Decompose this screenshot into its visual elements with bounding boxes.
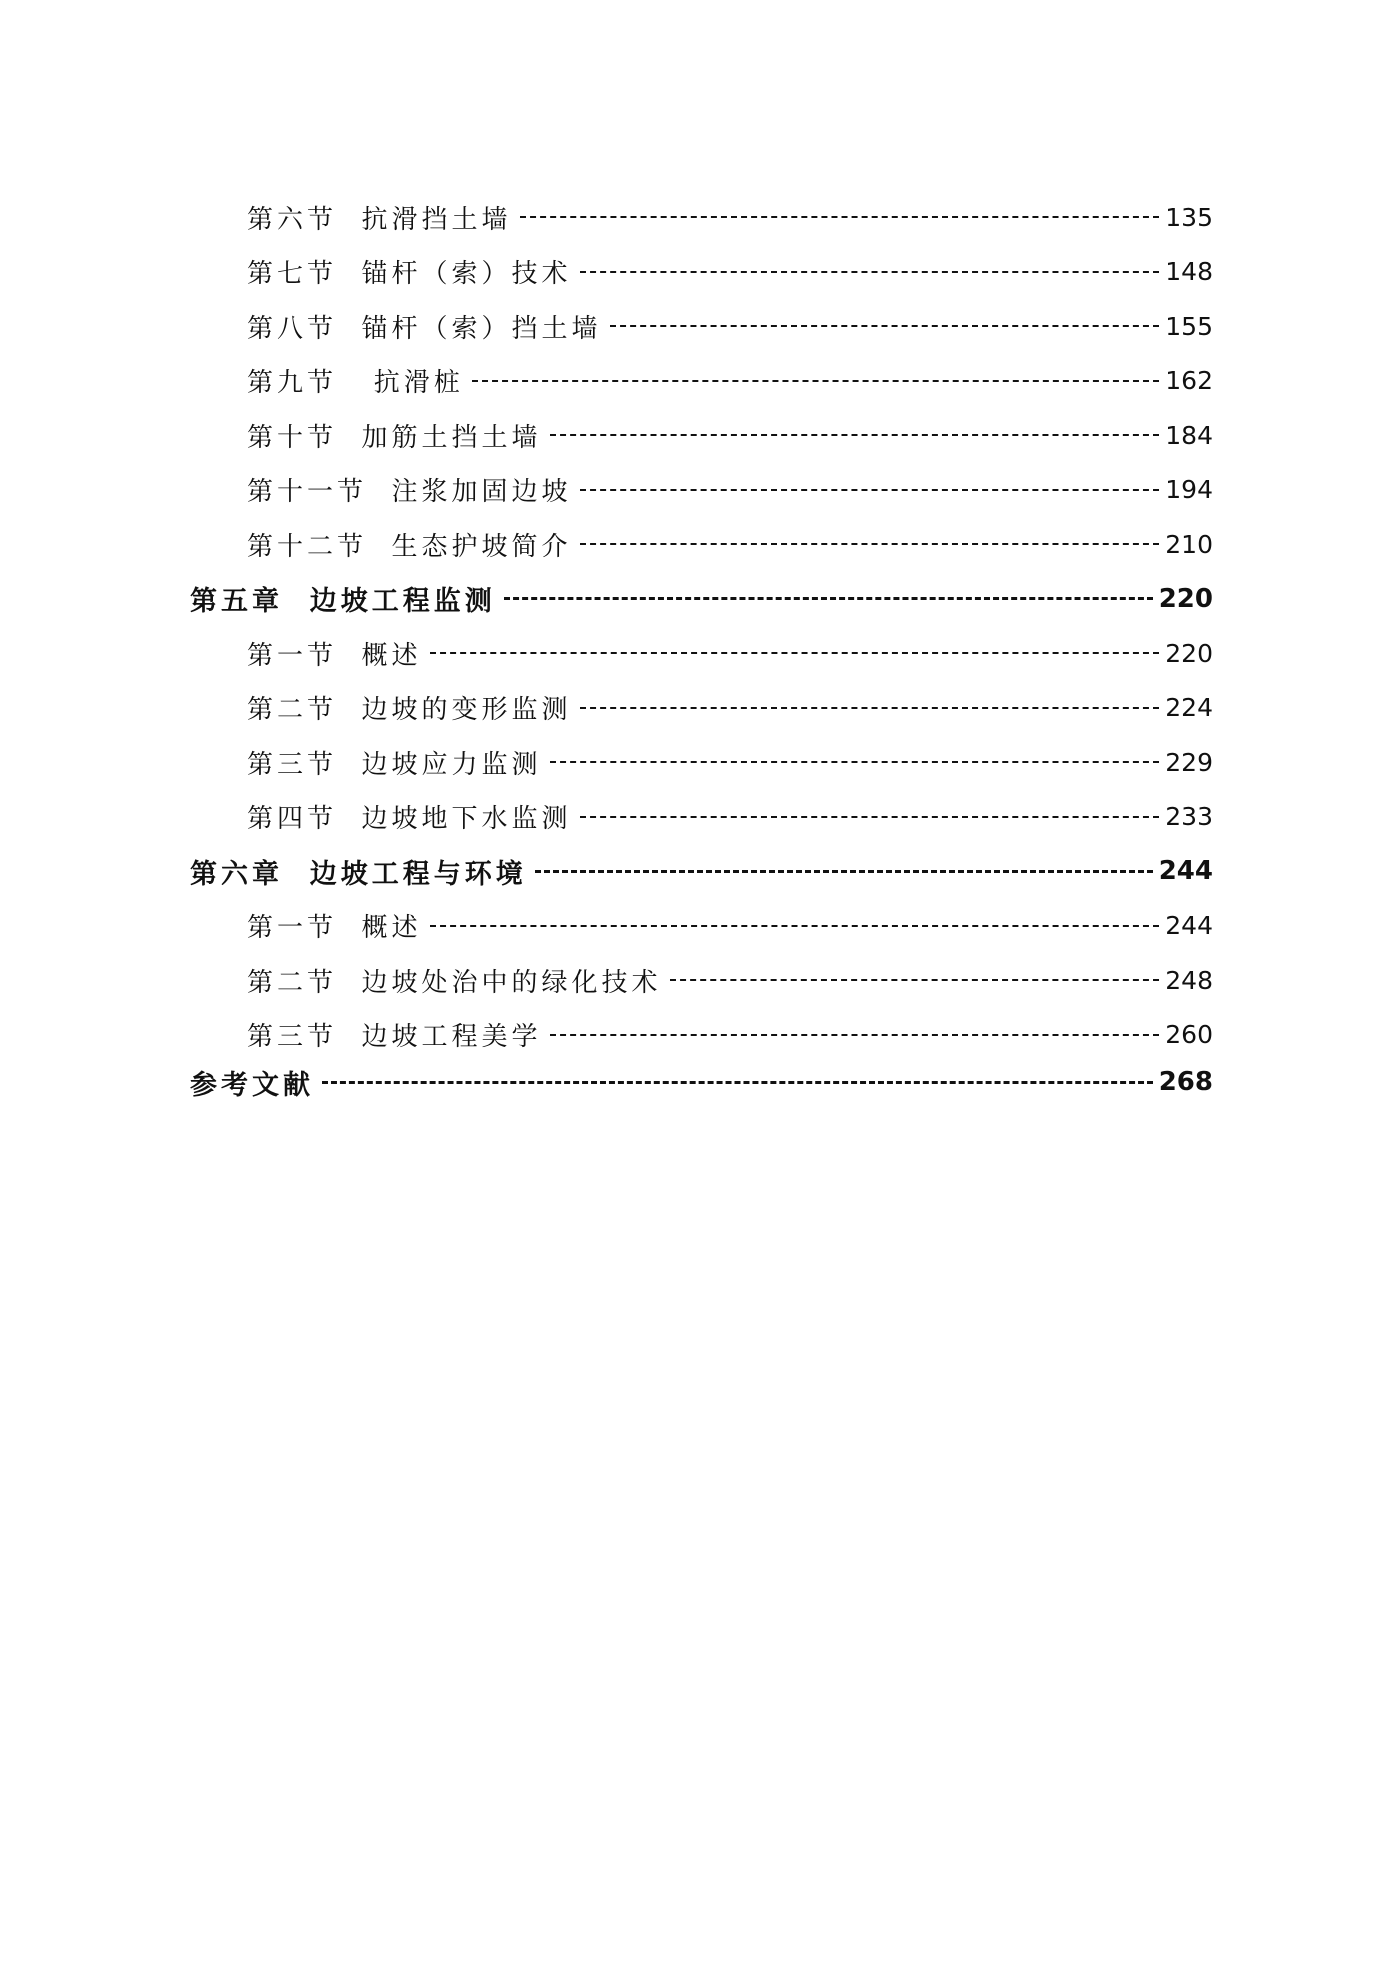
toc-entry-section-7[interactable] [0,245,1391,300]
toc-leader-dots [670,979,1160,981]
toc-leader-dots [580,271,1160,273]
toc-entry-ch6-section-3[interactable] [0,1008,1391,1063]
toc-entry-references[interactable] [0,1062,1391,1102]
toc-entry-ch5-section-4[interactable] [0,790,1391,845]
toc-entry-title: 第三节 边坡应力监测 [247,749,542,780]
toc-entry-page: 148 [1165,257,1213,287]
toc-entry-ch5-section-3[interactable] [0,735,1391,790]
toc-entry-page: 184 [1165,420,1213,450]
toc-entry-ch5-section-1[interactable] [0,626,1391,681]
toc-entry-page: 244 [1165,911,1213,941]
toc-entry-title: 第七节 锚杆（索）技术 [247,259,572,290]
toc-entry-title: 第八节 锚杆（索）挡土墙 [247,313,602,344]
toc-entry-title: 第二节 边坡处治中的绿化技术 [247,967,662,998]
toc-entry-page: 162 [1165,366,1213,396]
toc-entry-page: 229 [1165,747,1213,777]
toc-entry-chapter-5[interactable] [0,572,1391,627]
toc-leader-dots [504,597,1153,600]
toc-entry-title: 第六节 抗滑挡土墙 [247,204,512,235]
toc-leader-dots [430,925,1160,927]
toc-chapter-page: 220 [1158,583,1213,614]
toc-chapter-title: 第五章 边坡工程监测 [190,586,496,618]
toc-entry-title: 第二节 边坡的变形监测 [247,695,572,726]
toc-entry-title: 第十节 加筋土挡土墙 [247,422,542,453]
toc-entry-title: 第三节 边坡工程美学 [247,1022,542,1053]
toc-entry-section-8[interactable] [0,299,1391,354]
toc-entry-page: 155 [1165,311,1213,341]
toc-entry-title: 第九节 抗滑桩 [247,368,464,399]
toc-entry-page: 224 [1165,693,1213,723]
toc-leader-dots [322,1081,1153,1084]
toc-entry-page: 210 [1165,529,1213,559]
toc-leader-dots [550,1034,1160,1036]
toc-entry-title: 第十二节 生态护坡简介 [247,531,572,562]
toc-entry-section-6[interactable] [0,190,1391,245]
toc-leader-dots [550,761,1160,763]
toc-entry-title: 第一节 概述 [247,913,422,944]
table-of-contents [0,190,1391,1102]
toc-entry-page: 233 [1165,802,1213,832]
toc-entry-ch5-section-2[interactable] [0,681,1391,736]
toc-entry-page: 248 [1165,965,1213,995]
toc-leader-dots [610,325,1160,327]
toc-entry-title: 第一节 概述 [247,640,422,671]
toc-leader-dots [472,380,1159,382]
toc-entry-title: 第十一节 注浆加固边坡 [247,477,572,508]
toc-entry-page: 135 [1165,202,1213,232]
toc-entry-title: 第四节 边坡地下水监测 [247,804,572,835]
toc-leader-dots [520,216,1160,218]
toc-entry-page: 220 [1165,638,1213,668]
toc-entry-ch6-section-1[interactable] [0,899,1391,954]
toc-entry-page: 194 [1165,475,1213,505]
toc-entry-section-9[interactable] [0,354,1391,409]
toc-entry-page: 260 [1165,1020,1213,1050]
toc-chapter-page: 268 [1158,1067,1213,1097]
toc-leader-dots [580,489,1160,491]
toc-entry-ch6-section-2[interactable] [0,953,1391,1008]
toc-entry-section-11[interactable] [0,463,1391,518]
toc-leader-dots [550,434,1160,436]
toc-entry-section-12[interactable] [0,517,1391,572]
toc-leader-dots [430,652,1160,654]
toc-leader-dots [535,870,1153,873]
toc-entry-section-10[interactable] [0,408,1391,463]
toc-entry-chapter-6[interactable] [0,844,1391,899]
toc-chapter-title: 参考文献 [190,1069,314,1101]
toc-chapter-page: 244 [1158,856,1213,887]
toc-chapter-title: 第六章 边坡工程与环境 [190,858,527,890]
toc-leader-dots [580,543,1160,545]
toc-leader-dots [580,816,1160,818]
toc-leader-dots [580,707,1160,709]
